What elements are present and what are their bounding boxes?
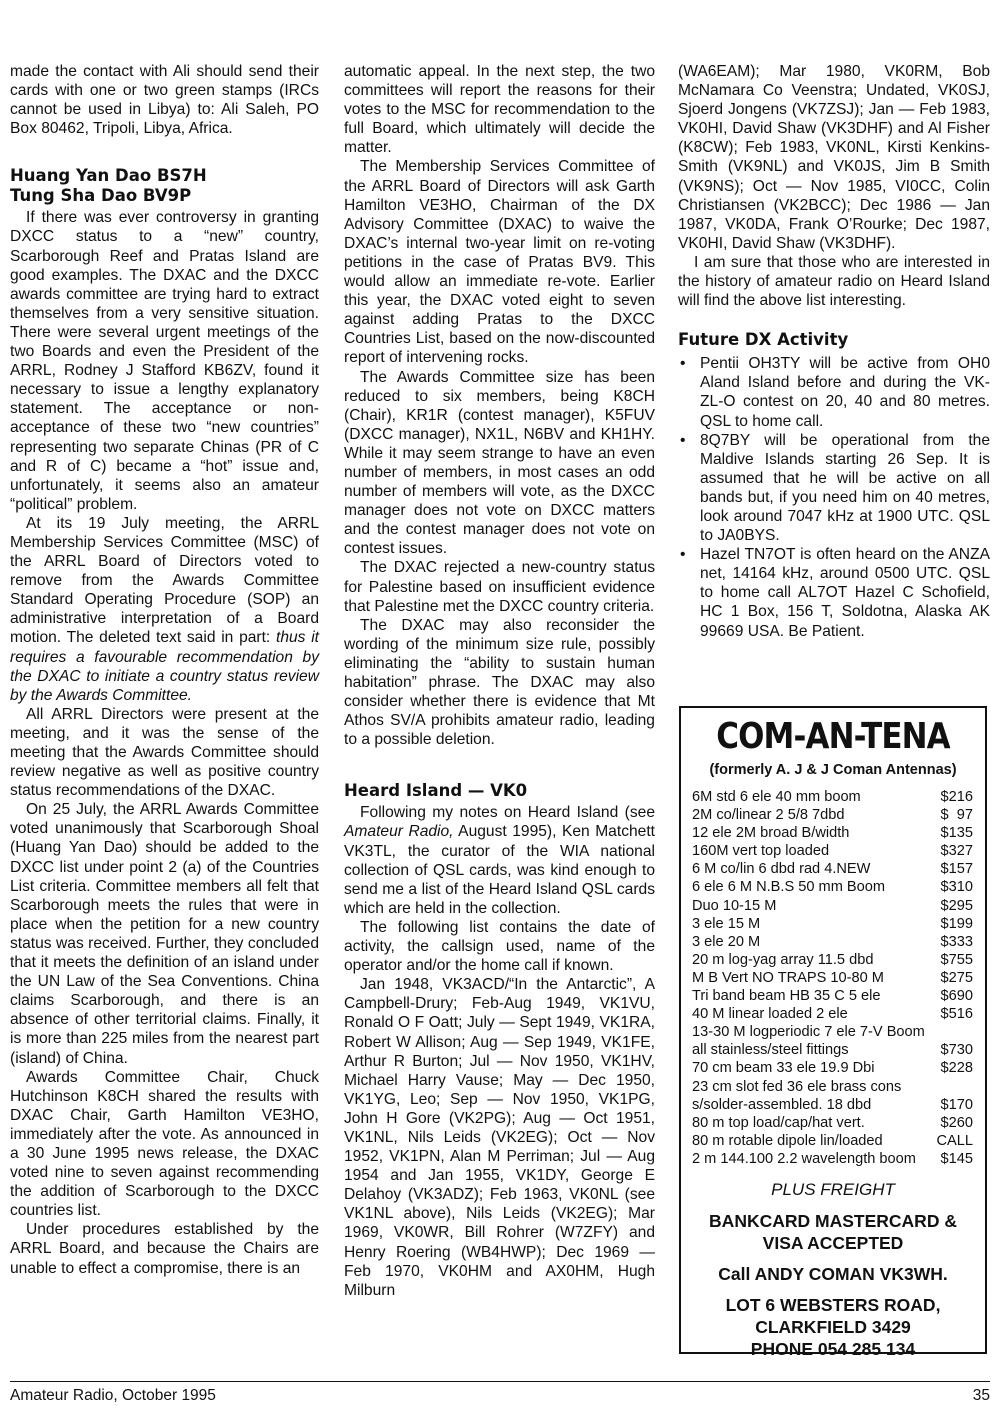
price-row <box>692 1114 973 1132</box>
paragraph: Jan 1948, VK3ACD/“In the Antarctic”, A Campbell-Drury; Feb-Aug 1949, VK1VU, Ronald O F Oatt; July — Sept 1949, VK1RA, Robert W Allison; Aug — Sep 1949, VK1FE, Arthur R Burton; Jul — Nov 1950, VK1HV, Michael Harry Vause; May — Dec 1950, VK1YG, Leo; Sep — Nov 1950, VK1PG, John H Gore (VK2PG); Aug — Oct 1951, VK1NL, Nils Leids (VK2EG); Oct — Nov 1952, VK1PN, Alan M Perriman; Jul — Aug 1954 and Jan 1955, VK1DY, George E Delahoy (VK3ADZ); Feb 1963, VK0NL (see VK1NL above), Nils Leids (VK2EG); Mar 1969, VK0WR, Bill Rohrer (W7ZFY) and Henry Roering (WB4HWP); Dec 1969 — Feb 1970, VK0HM and AX0HM, Hugh Milburn <box>344 976 655 1299</box>
italic-quote: thus it requires a favourable recommendation by the DXAC to initiate a country status review by the Awards Committee. <box>10 629 319 704</box>
price-row <box>692 824 973 842</box>
paragraph: All ARRL Directors were present at the meeting, and it was the sense of the meeting that the Awards Committee should review negative as well as positive country status recommendations of the DXAC. <box>10 705 319 800</box>
heading-line: Huang Yan Dao BS7H <box>10 166 207 186</box>
heading-line: Tung Sha Dao BV9P <box>10 186 192 206</box>
paragraph: Under procedures established by the ARRL Board, and because the Chairs are unable to effect a compromise, there is an <box>10 1221 319 1277</box>
paragraph: If there was ever controversy in granting DXCC status to a “new” country, Scarborough Reef and Pratas Island are good examples. The DXAC and the DXCC awards committee are trying hard to extract themselves from a very sensitive situation. There were several urgent meetings of the two Boards and even the President of the ARRL, Rodney J Stafford KB6ZV, found it necessary to issue a lengthy explanatory statement. The acceptance or non-acceptance of these two “new countries” representing two separate Chinas (PR of C and R of C) became a “hot” issue and, unfortunately, it seems also an amateur “political” problem. <box>10 209 319 513</box>
item-name: 80 m top load/cap/hat vert. <box>692 1114 865 1131</box>
paragraph: I am sure that those who are interested in the history of amateur radio on Heard Island will find the above list interesting. <box>678 253 990 310</box>
item-name: 3 ele 20 M <box>692 933 761 950</box>
item-price: $333 <box>940 933 973 950</box>
item-name: s/solder-assembled. 18 dbd <box>692 1096 872 1113</box>
paragraph: The Awards Committee size has been reduced to six members, being K8CH (Chair), KR1R (contest manager), K5FUV (DXCC manager), NX1L, N6BV and KH1HY. While it may seem strange to have an even number of members, in most cases an odd number of members will vote, as the DXCC manager does not vote on DXCC matters and the contest manager does not vote on contest issues. <box>344 368 655 558</box>
price-row <box>692 1132 973 1150</box>
section-heading-heard-island: Heard Island — VK0 <box>344 781 528 801</box>
section-heading-huang-yan-dao <box>10 166 319 206</box>
item-name: M B Vert NO TRAPS 10-80 M <box>692 969 884 986</box>
list-item <box>678 431 990 546</box>
item-name: 3 ele 15 M <box>692 915 761 932</box>
item-name: 6 ele 6 M N.B.S 50 mm Boom <box>692 879 886 896</box>
section-heading-future-dx: Future DX Activity <box>678 330 849 350</box>
item-price: $135 <box>940 825 973 842</box>
item-name: 23 cm slot fed 36 ele brass cons <box>692 1078 902 1095</box>
ad-freight: PLUS FREIGHT <box>771 1180 895 1199</box>
item-price: $275 <box>940 969 973 986</box>
item-name: 2 m 144.100 2.2 wavelength boom <box>692 1150 916 1167</box>
item-price: $216 <box>940 789 973 805</box>
column-2 <box>344 62 655 1300</box>
item-name: 80 m rotable dipole lin/loaded <box>692 1132 883 1149</box>
item-name: Tri band beam HB 35 C 5 ele <box>692 988 881 1005</box>
item-price: $310 <box>940 879 973 896</box>
item-name: all stainless/steel fittings <box>692 1042 849 1059</box>
item-name: 70 cm beam 33 ele 19.9 Dbi <box>692 1060 875 1077</box>
payment-line: BANKCARD MASTERCARD & <box>709 1211 957 1231</box>
price-row <box>692 1078 973 1096</box>
paragraph: The following list contains the date of activity, the callsign used, name of the operator and/or the home call if known. <box>344 918 655 975</box>
price-row <box>692 1059 973 1077</box>
item-price: $730 <box>940 1042 973 1059</box>
price-row <box>692 987 973 1005</box>
column-3 <box>678 62 990 641</box>
call-line: Call ANDY COMAN VK3WH. <box>718 1264 948 1284</box>
ad-subtitle: (formerly A. J & J Coman Antennas) <box>709 762 957 778</box>
paragraph: The DXAC rejected a new-country status for Palestine based on insufficient evidence that Palestine met the DXCC country criteria. <box>344 559 655 615</box>
item-name: 13-30 M logperiodic 7 ele 7-V Boom <box>692 1024 925 1041</box>
item-price: $228 <box>940 1060 973 1077</box>
item-price: $690 <box>940 988 973 1005</box>
price-row <box>692 969 973 987</box>
text-run: At its 19 July meeting, the ARRL Membership Services Committee (MSC) of the ARRL Board of Directors voted to remove from the Awards Committee Standard Operating Procedure (SOP) an administrative interpretation of a Board motion. The deleted text said in part: <box>10 514 319 647</box>
item-name: 20 m log-yag array 11.5 dbd <box>692 951 874 968</box>
item-price: $755 <box>940 951 973 968</box>
price-list <box>692 788 973 1168</box>
address-line: LOT 6 WEBSTERS ROAD, <box>725 1295 941 1315</box>
paragraph: Awards Committee Chair, Chuck Hutchinson K8CH shared the results with DXAC Chair, Garth Hamilton VE3HO, immediately after the vote. As announced in a 30 June 1995 news release, the DXAC voted nine to seven against recommending the addition of Scarborough to the DXCC countries list. <box>10 1068 319 1220</box>
item-name: 40 M linear loaded 2 ele <box>692 1006 848 1023</box>
price-row <box>692 933 973 951</box>
item-price: $145 <box>940 1150 973 1167</box>
ad-title: COM-AN-TENA <box>716 716 950 757</box>
bullet-list <box>678 354 990 640</box>
bullet-icon: • <box>680 431 686 449</box>
list-item <box>678 354 990 430</box>
price-row <box>692 951 973 969</box>
italic-title: Amateur Radio, <box>344 823 454 841</box>
column-1 <box>10 62 319 1278</box>
item-price: $157 <box>940 861 973 878</box>
price-row <box>692 1005 973 1023</box>
paragraph <box>344 803 655 918</box>
item-name: 6M std 6 ele 40 mm boom <box>692 789 861 805</box>
payment-line: VISA ACCEPTED <box>762 1233 904 1253</box>
list-item-text: Pentii OH3TY will be active from OH0 Aland Island before and during the VK-ZL-O contest on 20, 40 and 80 metres. QSL to home call. <box>700 355 990 430</box>
item-price: $170 <box>940 1096 973 1113</box>
list-item-text: 8Q7BY will be operational from the Maldive Islands starting 26 Sep. It is assumed that he will be active on all bands but, if you need him on 40 metres, look around 7047 kHz at 1900 UTC. QSL to JA0BYS. <box>700 431 990 545</box>
paragraph: On 25 July, the ARRL Awards Committee voted unanimously that Scarborough Shoal (Huang Yan Dao) should be added to the DXCC list under point 2 (a) of the Countries List criteria. Committee members all felt that Scarborough meets the rules that were in place when the petition for a new country status was received. Further, they concluded that it meets the definition of an island under the UN Law of the Sea Conventions. China claims Scarborough, and there is an absence of other territorial claims. Finally, it is more than 225 miles from the nearest part (island) of China. <box>10 801 319 1067</box>
ad-contact <box>681 1210 985 1360</box>
price-row <box>692 1023 973 1041</box>
item-price: CALL <box>936 1132 973 1149</box>
item-name: 12 ele 2M broad B/width <box>692 825 850 842</box>
list-item-text: Hazel TN7OT is often heard on the ANZA net, 14164 kHz, around 0500 UTC. QSL to home call AL7OT Hazel C Schofield, HC 1 Box, 156 T, Soldotna, Alaska AK 99669 USA. Be Patient. <box>700 546 990 640</box>
paragraph: made the contact with Ali should send their cards with one or two green stamps (IRCs cannot be used in Libya) to: Ali Saleh, PO Box 80462, Tripoli, Libya, Africa. <box>10 63 319 138</box>
price-row <box>692 860 973 878</box>
bullet-icon: • <box>680 546 686 564</box>
price-row <box>692 806 973 824</box>
list-item <box>678 545 990 640</box>
price-row <box>692 788 973 806</box>
item-price: $295 <box>940 897 973 914</box>
footer-divider <box>10 1381 990 1382</box>
item-price: $260 <box>940 1114 973 1131</box>
price-row <box>692 1096 973 1114</box>
price-row <box>692 1150 973 1168</box>
price-row <box>692 842 973 860</box>
item-name: 6 M co/lin 6 dbd rad 4.NEW <box>692 861 871 878</box>
item-price: $516 <box>940 1006 973 1023</box>
price-row <box>692 915 973 933</box>
advertisement-box <box>679 706 987 1359</box>
item-price: $ 97 <box>940 807 973 824</box>
text-run: Following my notes on Heard Island (see <box>360 804 655 822</box>
paragraph <box>10 514 319 705</box>
footer-publication: Amateur Radio, October 1995 <box>10 1387 216 1404</box>
phone-line: PHONE 054 285 134 <box>750 1339 916 1359</box>
page-number: 35 <box>972 1387 990 1404</box>
item-name: Duo 10-15 M <box>692 897 777 914</box>
paragraph: The Membership Services Committee of the ARRL Board of Directors will ask Garth Hamilton VE3HO, Chairman of the DX Advisory Committee (DXAC) to waive the DXAC’s internal two-year limit on re-voting petitions in the case of Pratas BV9. This would allow an immediate re-vote. Earlier this year, the DXAC voted eight to seven against adding Pratas to the DXCC Countries List, based on the now-discounted report of intervening rocks. <box>344 158 655 367</box>
item-name: 2M co/linear 2 5/8 7dbd <box>692 807 845 824</box>
bullet-icon: • <box>680 355 686 373</box>
item-price: $327 <box>940 843 973 860</box>
paragraph: (WA6EAM); Mar 1980, VK0RM, Bob McNamara Co Veenstra; Undated, VK0SJ, Sjoerd Jongens (VK7ZSJ); Jan — Feb 1983, VK0HI, David Shaw (VK3DHF) and Al Fisher (K8CW); Feb 1983, VK0NL, Kirsti Kenkins-Smith (VK9NL) and VK0JS, Jim B Smith (VK9NS); Oct — Nov 1985, VI0CC, Colin Christiansen (VK2BCC); Dec 1986 — Jan 1987, VK0DA, Frank O’Rourke; Dec 1987, VK0HI, David Shaw (VK3DHF). <box>678 63 990 252</box>
price-row <box>692 897 973 915</box>
item-name: 160M vert top loaded <box>692 843 830 860</box>
text-run: August 1995), Ken Matchett VK3TL, the curator of the WIA national collection of QSL cards, was kind enough to send me a list of the Heard Island QSL cards which are held in the collection. <box>344 823 655 917</box>
paragraph: automatic appeal. In the next step, the two committees will report the reasons for their votes to the MSC for recommendation to the full Board, which ultimately will decide the matter. <box>344 63 655 157</box>
item-price: $199 <box>940 915 973 932</box>
paragraph: The DXAC may also reconsider the wording of the minimum size rule, possibly eliminating the “ability to sustain human habitation” phrase. The DXAC may also consider whether there is evidence that Mt Athos SV/A prohibits amateur radio, leading to a possible deletion. <box>344 616 655 749</box>
price-row <box>692 878 973 896</box>
price-row <box>692 1041 973 1059</box>
address-line: CLARKFIELD 3429 <box>755 1317 911 1337</box>
